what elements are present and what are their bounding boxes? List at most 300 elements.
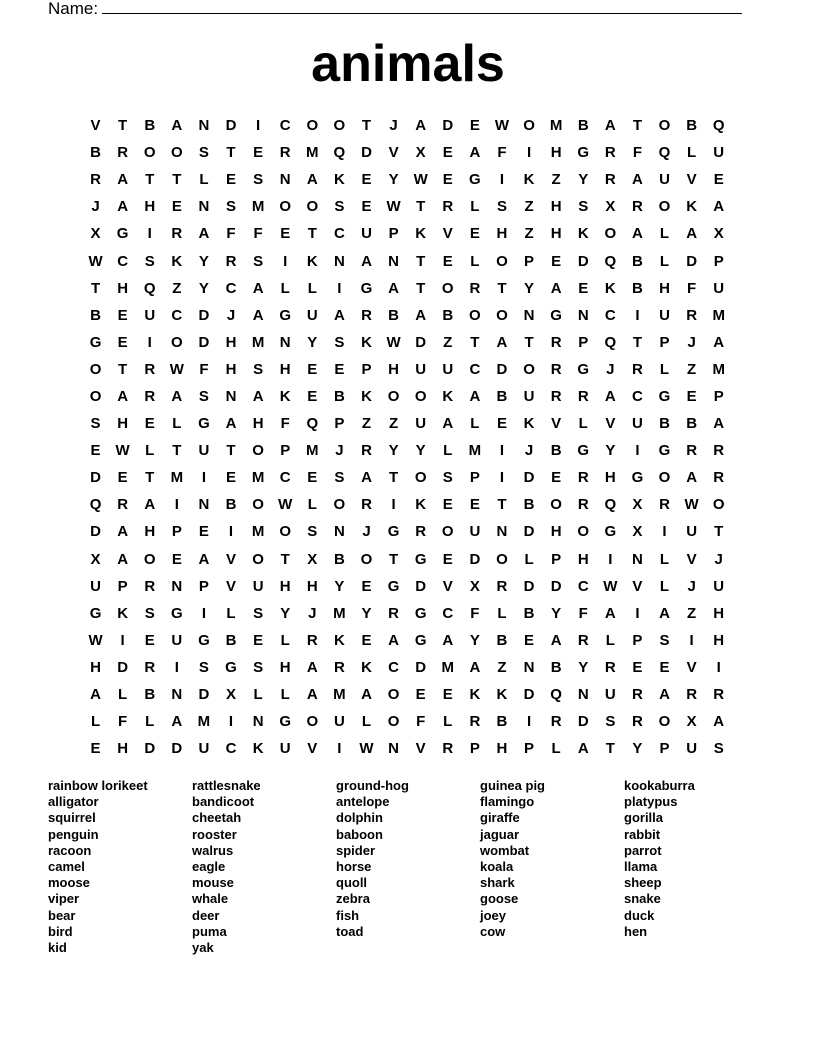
grid-letter: O	[604, 225, 617, 243]
grid-letter: E	[171, 550, 182, 568]
grid-letter: P	[659, 740, 670, 758]
grid-letter: Y	[605, 442, 616, 460]
grid-letter: G	[414, 604, 427, 622]
grid-letter: B	[90, 144, 101, 162]
grid-letter: E	[144, 415, 155, 433]
grid-letter: N	[523, 658, 535, 676]
word-list-item: rooster	[192, 826, 237, 842]
grid-letter: K	[442, 387, 454, 405]
grid-letter: T	[145, 171, 155, 189]
grid-letter: B	[144, 686, 156, 704]
grid-letter: R	[577, 496, 589, 514]
grid-letter: H	[550, 225, 562, 243]
grid-letter: P	[388, 225, 399, 243]
grid-letter: I	[635, 442, 640, 460]
word-list-item: rainbow lorikeet	[48, 778, 148, 793]
grid-letter: A	[686, 225, 698, 243]
grid-letter: P	[361, 360, 372, 378]
grid-letter: J	[335, 442, 344, 460]
grid-letter: U	[333, 713, 345, 731]
grid-letter: A	[306, 686, 318, 704]
grid-letter: P	[469, 740, 480, 758]
grid-letter: D	[171, 740, 183, 758]
grid-letter: U	[415, 415, 427, 433]
grid-letter: U	[659, 306, 670, 324]
grid-letter: G	[225, 658, 237, 676]
grid-letter: T	[416, 279, 426, 297]
grid-letter: C	[469, 360, 481, 378]
letter-grid	[82, 112, 732, 762]
grid-letter: L	[659, 360, 670, 378]
grid-letter: B	[144, 117, 156, 135]
grid-letter: Q	[89, 496, 102, 514]
grid-letter: A	[659, 604, 670, 622]
grid-letter: H	[496, 740, 508, 758]
grid-letter: U	[713, 279, 725, 297]
grid-letter: F	[118, 713, 128, 731]
grid-letter: O	[306, 117, 319, 135]
grid-letter: E	[686, 387, 697, 405]
grid-letter: R	[713, 469, 725, 487]
grid-letter: O	[252, 496, 264, 514]
grid-letter: B	[550, 658, 562, 676]
grid-letter: T	[145, 469, 155, 487]
grid-letter: W	[115, 442, 130, 460]
grid-letter: L	[470, 252, 480, 270]
grid-letter: F	[416, 713, 426, 731]
grid-letter: A	[713, 198, 725, 216]
grid-letter: I	[716, 658, 721, 676]
grid-letter: J	[308, 604, 317, 622]
grid-letter: T	[497, 496, 507, 514]
grid-letter: T	[361, 117, 372, 135]
grid-letter: I	[283, 252, 288, 270]
grid-letter: M	[170, 469, 184, 487]
grid-letter: A	[442, 631, 454, 649]
grid-letter: D	[577, 713, 589, 731]
grid-letter: C	[604, 306, 616, 324]
grid-letter: R	[306, 631, 318, 649]
grid-letter: E	[198, 523, 209, 541]
grid-letter: O	[333, 117, 346, 135]
grid-letter: Y	[280, 604, 291, 622]
grid-letter: S	[198, 658, 209, 676]
grid-letter: U	[469, 523, 481, 541]
grid-letter: P	[469, 469, 480, 487]
grid-letter: B	[523, 604, 535, 622]
grid-letter: I	[147, 333, 152, 351]
grid-letter: D	[496, 360, 508, 378]
grid-letter: E	[659, 658, 670, 676]
grid-letter: R	[604, 171, 616, 189]
word-list-item: joey	[480, 907, 507, 923]
grid-letter: C	[225, 740, 237, 758]
grid-letter: D	[523, 469, 535, 487]
grid-letter: Y	[334, 577, 345, 595]
grid-letter: L	[687, 144, 697, 162]
grid-letter: H	[550, 198, 562, 216]
grid-letter: X	[686, 713, 697, 731]
grid-letter: G	[198, 631, 210, 649]
grid-letter: V	[442, 577, 453, 595]
grid-letter: E	[496, 415, 507, 433]
grid-letter: L	[145, 713, 155, 731]
grid-letter: A	[442, 415, 454, 433]
grid-letter: A	[90, 686, 101, 704]
grid-letter: U	[686, 523, 698, 541]
grid-letter: X	[469, 577, 480, 595]
grid-letter: H	[713, 631, 725, 649]
grid-letter: U	[442, 360, 454, 378]
grid-letter: T	[307, 225, 317, 243]
word-list-item: baboon	[336, 826, 383, 842]
grid-letter: Y	[415, 442, 426, 460]
word-list-item: llama	[624, 859, 658, 875]
grid-letter: O	[279, 198, 292, 216]
grid-letter: M	[333, 604, 346, 622]
grid-letter: D	[225, 117, 237, 135]
grid-letter: L	[361, 713, 372, 731]
grid-letter: N	[632, 550, 643, 568]
grid-letter: W	[603, 577, 618, 595]
grid-letter: D	[577, 252, 589, 270]
grid-letter: R	[333, 658, 345, 676]
grid-letter: S	[226, 198, 237, 216]
grid-letter: O	[414, 387, 427, 405]
grid-letter: X	[632, 523, 643, 541]
grid-letter: E	[632, 658, 643, 676]
grid-letter: E	[713, 171, 724, 189]
grid-letter: A	[604, 387, 616, 405]
grid-letter: B	[632, 252, 643, 270]
grid-letter: D	[117, 658, 129, 676]
word-list-item: cheetah	[192, 810, 242, 826]
grid-letter: H	[252, 415, 264, 433]
grid-letter: N	[198, 117, 210, 135]
grid-letter: P	[280, 442, 291, 460]
grid-letter: T	[524, 333, 534, 351]
grid-letter: B	[686, 117, 698, 135]
word-list-item: snake	[624, 891, 661, 907]
grid-letter: R	[442, 198, 454, 216]
grid-letter: K	[252, 740, 264, 758]
grid-letter: I	[256, 117, 261, 135]
word-list-column	[624, 778, 768, 956]
grid-letter: N	[252, 713, 264, 731]
word-list-item: quoll	[336, 875, 368, 891]
grid-letter: L	[578, 415, 588, 433]
word-list-item: goose	[480, 891, 519, 907]
grid-letter: R	[279, 144, 291, 162]
grid-letter: O	[306, 198, 319, 216]
grid-letter: L	[307, 279, 317, 297]
grid-letter: T	[172, 442, 182, 460]
word-list	[48, 778, 768, 956]
grid-letter: A	[713, 415, 725, 433]
grid-letter: A	[632, 225, 643, 243]
grid-letter: O	[658, 198, 671, 216]
grid-letter: I	[635, 604, 640, 622]
grid-letter: I	[499, 171, 505, 189]
grid-letter: O	[496, 306, 508, 324]
grid-letter: A	[333, 306, 345, 324]
grid-letter: C	[333, 225, 345, 243]
grid-letter: F	[470, 604, 480, 622]
grid-letter: D	[442, 117, 454, 135]
grid-letter: R	[604, 658, 616, 676]
grid-letter: V	[686, 550, 697, 568]
grid-letter: V	[442, 225, 453, 243]
word-list-item: spider	[336, 842, 376, 858]
grid-letter: P	[117, 577, 128, 595]
grid-letter: O	[414, 469, 427, 487]
grid-letter: Z	[551, 171, 561, 189]
grid-letter: E	[361, 631, 372, 649]
grid-letter: R	[577, 387, 589, 405]
grid-letter: R	[632, 360, 643, 378]
grid-letter: P	[659, 333, 670, 351]
grid-letter: A	[117, 198, 129, 216]
grid-letter: I	[201, 469, 206, 487]
grid-letter: H	[496, 225, 508, 243]
grid-letter: K	[686, 198, 698, 216]
grid-letter: B	[333, 550, 345, 568]
grid-letter: A	[117, 550, 129, 568]
word-list-item: deer	[192, 907, 220, 923]
grid-letter: A	[361, 686, 372, 704]
grid-letter: B	[686, 415, 698, 433]
grid-letter: C	[279, 469, 291, 487]
grid-letter: Y	[632, 740, 643, 758]
word-list-item: yak	[192, 940, 214, 956]
grid-letter: O	[550, 496, 562, 514]
grid-letter: J	[524, 442, 534, 460]
grid-letter: E	[442, 144, 453, 162]
grid-letter: H	[388, 360, 399, 378]
grid-letter: L	[90, 713, 101, 731]
grid-letter: J	[606, 360, 615, 378]
grid-letter: R	[415, 523, 427, 541]
grid-letter: A	[388, 631, 399, 649]
grid-letter: D	[415, 577, 427, 595]
grid-letter: R	[550, 387, 562, 405]
grid-letter: L	[443, 713, 453, 731]
grid-letter: T	[497, 279, 507, 297]
grid-letter: E	[280, 225, 291, 243]
word-list-item: platypus	[624, 794, 678, 810]
grid-letter: R	[225, 252, 237, 270]
grid-letter: O	[387, 387, 400, 405]
grid-letter: I	[391, 496, 396, 514]
grid-letter: Y	[578, 171, 589, 189]
grid-letter: W	[684, 496, 699, 514]
grid-letter: G	[170, 604, 183, 622]
grid-letter: W	[359, 740, 374, 758]
grid-letter: E	[551, 252, 562, 270]
grid-letter: K	[361, 387, 372, 405]
grid-letter: F	[253, 225, 263, 243]
grid-letter: A	[306, 171, 318, 189]
grid-letter: B	[496, 631, 508, 649]
grid-letter: M	[306, 144, 319, 162]
grid-letter: B	[523, 496, 535, 514]
grid-letter: C	[442, 604, 454, 622]
name-blank-line	[102, 0, 742, 14]
grid-letter: V	[90, 117, 101, 135]
grid-letter: W	[413, 171, 428, 189]
grid-letter: V	[307, 740, 318, 758]
grid-letter: S	[253, 604, 264, 622]
grid-letter: O	[252, 550, 264, 568]
grid-letter: A	[171, 713, 183, 731]
word-list-item: whale	[192, 891, 229, 907]
grid-letter: Z	[524, 198, 534, 216]
grid-letter: M	[333, 686, 346, 704]
word-list-item: puma	[192, 923, 227, 939]
grid-letter: U	[659, 171, 670, 189]
grid-letter: Z	[687, 604, 697, 622]
grid-letter: R	[632, 686, 643, 704]
grid-letter: C	[279, 117, 291, 135]
grid-letter: R	[144, 577, 156, 595]
grid-letter: R	[90, 171, 101, 189]
grid-letter: K	[117, 604, 129, 622]
grid-letter: W	[386, 333, 401, 351]
grid-letter: V	[226, 577, 237, 595]
word-list-item: koala	[480, 859, 514, 875]
grid-letter: R	[442, 740, 454, 758]
grid-letter: L	[172, 415, 182, 433]
grid-letter: N	[577, 306, 589, 324]
grid-letter: O	[496, 550, 508, 568]
grid-letter: N	[198, 496, 210, 514]
grid-letter: H	[225, 333, 237, 351]
grid-letter: T	[605, 740, 615, 758]
grid-letter: S	[253, 252, 264, 270]
grid-letter: Q	[550, 686, 562, 704]
grid-letter: L	[659, 252, 670, 270]
grid-letter: U	[252, 577, 264, 595]
grid-letter: Q	[306, 415, 319, 433]
grid-letter: K	[415, 225, 427, 243]
grid-letter: X	[713, 225, 724, 243]
grid-letter: E	[253, 144, 264, 162]
grid-letter: A	[659, 686, 670, 704]
grid-letter: A	[144, 496, 156, 514]
name-field	[48, 0, 742, 19]
grid-letter: O	[523, 117, 535, 135]
grid-letter: Y	[388, 171, 399, 189]
grid-letter: E	[171, 198, 182, 216]
word-list-item: dolphin	[336, 810, 383, 826]
grid-letter: V	[686, 658, 697, 676]
grid-letter: A	[117, 523, 129, 541]
grid-letter: E	[361, 577, 372, 595]
grid-letter: D	[198, 686, 210, 704]
grid-letter: B	[333, 387, 345, 405]
grid-letter: U	[279, 740, 291, 758]
grid-letter: I	[689, 631, 694, 649]
grid-letter: A	[171, 387, 183, 405]
grid-letter: E	[442, 686, 453, 704]
grid-letter: N	[171, 686, 183, 704]
grid-letter: R	[713, 686, 725, 704]
grid-letter: L	[470, 198, 480, 216]
grid-letter: E	[415, 686, 426, 704]
grid-letter: Z	[524, 225, 534, 243]
grid-letter: G	[631, 469, 644, 487]
grid-letter: B	[90, 306, 101, 324]
grid-letter: O	[387, 686, 400, 704]
word-list-item: shark	[480, 875, 515, 891]
grid-letter: B	[496, 713, 508, 731]
grid-letter: Z	[443, 333, 453, 351]
grid-letter: J	[91, 198, 100, 216]
grid-letter: E	[578, 279, 589, 297]
grid-letter: S	[253, 171, 264, 189]
grid-letter: O	[658, 117, 671, 135]
grid-letter: X	[90, 225, 101, 243]
word-list-column	[336, 778, 480, 956]
grid-letter: D	[198, 333, 210, 351]
grid-letter: A	[252, 387, 264, 405]
grid-letter: P	[171, 523, 182, 541]
grid-letter: Y	[198, 279, 209, 297]
grid-letter: D	[361, 144, 372, 162]
grid-letter: O	[252, 442, 264, 460]
grid-letter: E	[551, 469, 562, 487]
grid-letter: V	[632, 577, 643, 595]
grid-letter: R	[713, 442, 725, 460]
grid-letter: G	[577, 360, 590, 378]
grid-letter: E	[226, 171, 237, 189]
grid-letter: Z	[361, 415, 372, 433]
grid-letter: U	[604, 686, 616, 704]
grid-letter: A	[686, 469, 698, 487]
word-list-item: fish	[336, 907, 360, 923]
grid-letter: U	[198, 442, 210, 460]
grid-letter: L	[280, 631, 290, 649]
grid-letter: P	[198, 577, 209, 595]
grid-letter: T	[118, 117, 128, 135]
grid-letter: D	[550, 577, 562, 595]
grid-letter: J	[714, 550, 723, 568]
grid-letter: O	[469, 306, 481, 324]
word-list-item: jaguar	[480, 826, 520, 842]
grid-letter: W	[386, 198, 401, 216]
grid-letter: R	[659, 496, 670, 514]
grid-letter: S	[605, 713, 616, 731]
grid-letter: L	[226, 604, 236, 622]
grid-letter: I	[120, 631, 125, 649]
grid-letter: F	[687, 279, 697, 297]
grid-letter: K	[171, 252, 183, 270]
grid-letter: E	[442, 252, 453, 270]
grid-letter: T	[388, 469, 399, 487]
word-list-item: walrus	[192, 842, 234, 858]
word-list-item: mouse	[192, 875, 234, 891]
grid-letter: U	[90, 577, 101, 595]
grid-letter: S	[334, 198, 345, 216]
grid-letter: G	[469, 171, 481, 189]
grid-letter: I	[608, 550, 613, 568]
grid-letter: Y	[551, 604, 562, 622]
grid-letter: F	[497, 144, 507, 162]
grid-letter: D	[415, 658, 427, 676]
grid-letter: P	[713, 387, 724, 405]
grid-letter: S	[659, 631, 670, 649]
grid-letter: K	[361, 658, 372, 676]
